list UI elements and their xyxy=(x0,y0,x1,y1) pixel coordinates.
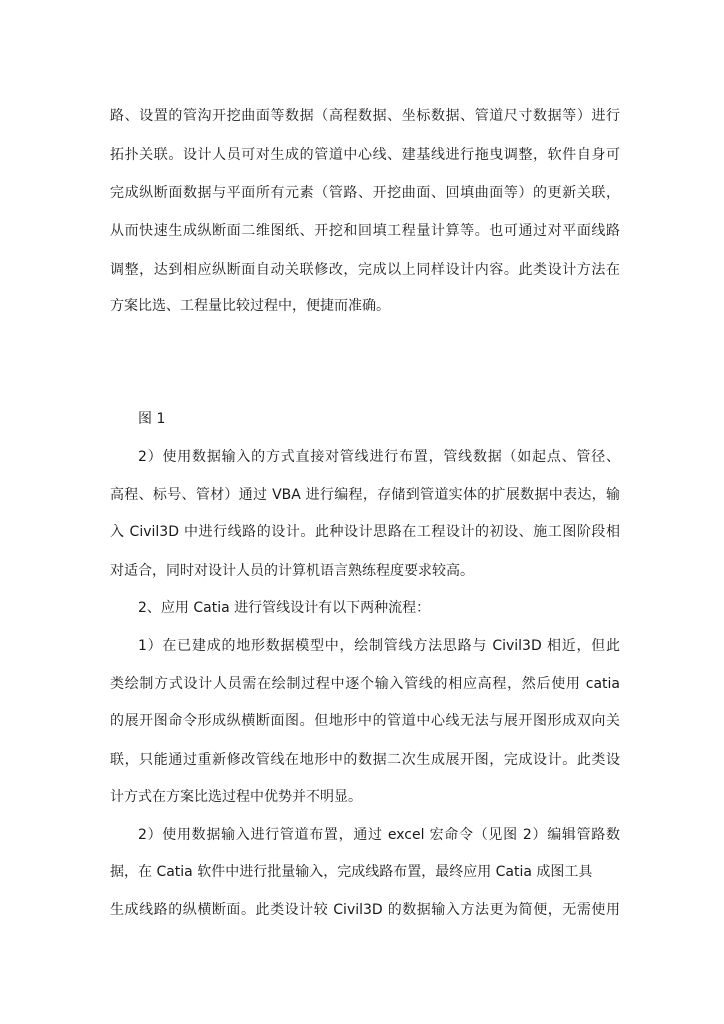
paragraph-line-7: 2）使用数据输入的方式直接对管线进行布置，管线数据（如起点、管径、 xyxy=(138,449,620,465)
paragraph-line-4: 从而快速生成纵断面二维图纸、开挖和回填工程量计算等。也可通过对平面线路 xyxy=(110,223,620,239)
paragraph-line-18: 生成线路的纵横断面。此类设计较 Civil3D 的数据输入方法更为简便，无需使用 xyxy=(110,902,620,918)
paragraph-line-17: 据，在 Catia 软件中进行批量输入，完成线路布置，最终应用 Catia 成图工具 xyxy=(110,864,593,880)
paragraph-line-16: 2）使用数据输入进行管道布置，通过 excel 宏命令（见图 2）编辑管路数 xyxy=(138,827,620,843)
paragraph-line-2: 拓扑关联。设计人员可对生成的管道中心线、建基线进行拖曳调整，软件自身可 xyxy=(110,147,620,163)
section-heading: 2、应用 Catia 进行管线设计有以下两种流程： xyxy=(138,600,431,616)
paragraph-line-6: 方案比选、工程量比较过程中，便捷而准确。 xyxy=(110,298,390,314)
paragraph-line-8: 高程、标号、管材）通过 VBA 进行编程，存储到管道实体的扩展数据中表达，输 xyxy=(110,487,620,503)
paragraph-line-3: 完成纵断面数据与平面所有元素（管路、开挖曲面、回填曲面等）的更新关联， xyxy=(110,185,620,201)
figure-caption: 图 1 xyxy=(138,411,166,427)
paragraph-line-1: 路、设置的管沟开挖曲面等数据（高程数据、坐标数据、管道尺寸数据等）进行 xyxy=(110,108,620,124)
paragraph-line-10: 对适合，同时对设计人员的计算机语言熟练程度要求较高。 xyxy=(110,563,474,579)
paragraph-line-9: 入 Civil3D 中进行线路的设计。此种设计思路在工程设计的初设、施工图阶段相 xyxy=(110,524,620,540)
paragraph-line-14: 联，只能通过重新修改管线在地形中的数据二次生成展开图，完成设计。此类设 xyxy=(110,752,620,768)
paragraph-line-13: 的展开图命令形成纵横断面图。但地形中的管道中心线无法与展开图形成双向关 xyxy=(110,713,620,729)
paragraph-line-5: 调整，达到相应纵断面自动关联修改，完成以上同样设计内容。此类设计方法在 xyxy=(110,262,620,278)
paragraph-line-15: 计方式在方案比选过程中优势并不明显。 xyxy=(110,789,362,805)
paragraph-line-12: 类绘制方式设计人员需在绘制过程中逐个输入管线的相应高程，然后使用 catia xyxy=(110,676,620,692)
paragraph-line-11: 1）在已建成的地形数据模型中，绘制管线方法思路与 Civil3D 相近，但此 xyxy=(138,638,620,654)
